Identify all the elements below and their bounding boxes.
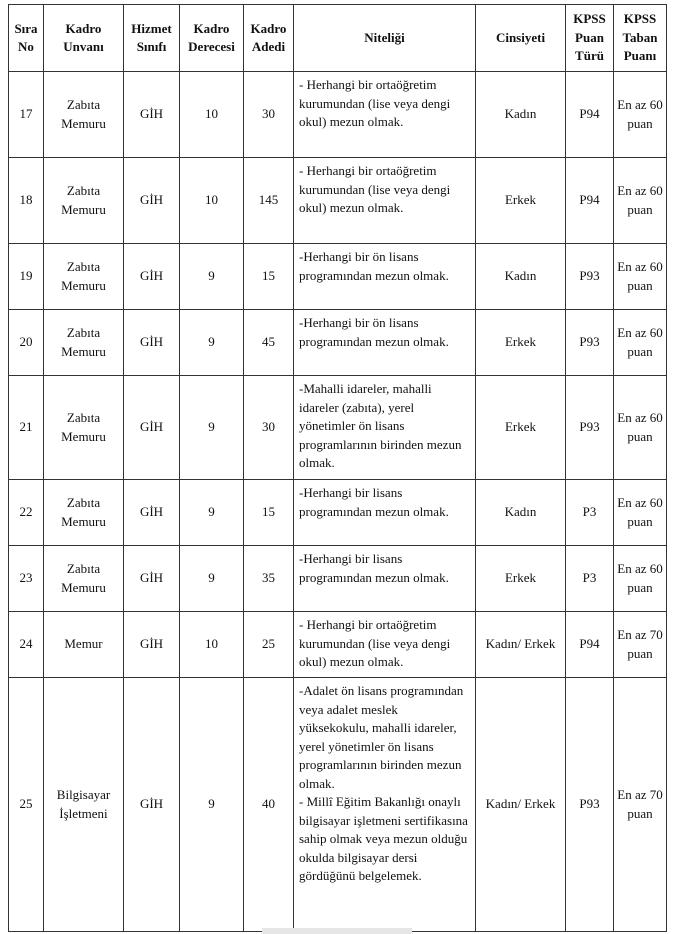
- cell-kadro-unvani: Zabıta Memuru: [44, 158, 124, 244]
- cell-kadro-adedi: 30: [244, 376, 294, 480]
- cell-kadro-unvani: Zabıta Memuru: [44, 310, 124, 376]
- cell-kpss-taban-puani: En az 60 puan: [614, 480, 667, 546]
- niteligi-text: -Herhangi bir ön lisans programından mezun olmak.: [299, 315, 449, 349]
- cell-niteligi: [294, 244, 476, 310]
- header-kadro-adedi: Kadro Adedi: [244, 5, 294, 72]
- header-niteligi: Niteliği: [294, 5, 476, 72]
- table-row: [9, 546, 667, 612]
- niteligi-text: -Adalet ön lisans programından veya adalet meslek yüksekokulu, mahalli idareler, yerel yönetimler ön lisans programlarının birinden mezun olmak. - Millî Eğitim Bakanlığı onaylı bilgisayar işletmeni sertifikasına sahip olmak veya mezun olduğu okulda bilgisayar dersi gördüğünü belgelemek.: [299, 683, 468, 883]
- cell-cinsiyeti: Kadın: [476, 480, 566, 546]
- cell-cinsiyeti: Erkek: [476, 310, 566, 376]
- cell-kpss-puan-turu: P3: [566, 546, 614, 612]
- cell-kpss-taban-puani: En az 60 puan: [614, 310, 667, 376]
- cell-niteligi: [294, 546, 476, 612]
- table-row: [9, 612, 667, 678]
- document-page: [8, 4, 667, 932]
- cell-kadro-derecesi: 9: [180, 678, 244, 932]
- cell-kadro-derecesi: 9: [180, 310, 244, 376]
- cell-sira-no: 17: [9, 72, 44, 158]
- page-edge-decoration: [262, 928, 412, 934]
- cell-kadro-unvani: Bilgisayar İşletmeni: [44, 678, 124, 932]
- cell-kadro-derecesi: 10: [180, 612, 244, 678]
- cell-cinsiyeti: Erkek: [476, 158, 566, 244]
- cell-sira-no: 25: [9, 678, 44, 932]
- header-sira-no: Sıra No: [9, 5, 44, 72]
- cell-niteligi: [294, 480, 476, 546]
- cell-sira-no: 24: [9, 612, 44, 678]
- cell-kadro-adedi: 35: [244, 546, 294, 612]
- cell-cinsiyeti: Kadın: [476, 72, 566, 158]
- cell-sira-no: 22: [9, 480, 44, 546]
- niteligi-text: -Herhangi bir lisans programından mezun olmak.: [299, 551, 449, 585]
- cell-hizmet-sinifi: GİH: [124, 72, 180, 158]
- cell-kpss-taban-puani: En az 60 puan: [614, 72, 667, 158]
- staff-positions-table: [8, 4, 667, 932]
- cell-kpss-taban-puani: En az 70 puan: [614, 612, 667, 678]
- cell-sira-no: 18: [9, 158, 44, 244]
- table-row: [9, 376, 667, 480]
- cell-niteligi: [294, 376, 476, 480]
- cell-sira-no: 21: [9, 376, 44, 480]
- cell-niteligi: [294, 72, 476, 158]
- cell-hizmet-sinifi: GİH: [124, 158, 180, 244]
- cell-hizmet-sinifi: GİH: [124, 678, 180, 932]
- header-hizmet-sinifi: Hizmet Sınıfı: [124, 5, 180, 72]
- table-row: [9, 158, 667, 244]
- table-header-row: [9, 5, 667, 72]
- niteligi-text: -Herhangi bir ön lisans programından mezun olmak.: [299, 249, 449, 283]
- cell-hizmet-sinifi: GİH: [124, 612, 180, 678]
- cell-sira-no: 23: [9, 546, 44, 612]
- cell-kpss-puan-turu: P94: [566, 158, 614, 244]
- niteligi-text: -Mahalli idareler, mahalli idareler (zabıta), yerel yönetimler ön lisans programlarının birinden mezun olmak.: [299, 381, 462, 470]
- cell-kadro-unvani: Zabıta Memuru: [44, 244, 124, 310]
- cell-cinsiyeti: Kadın/ Erkek: [476, 612, 566, 678]
- cell-kadro-adedi: 45: [244, 310, 294, 376]
- header-kadro-unvani: Kadro Unvanı: [44, 5, 124, 72]
- niteligi-text: - Herhangi bir ortaöğretim kurumundan (lise veya dengi okul) mezun olmak.: [299, 617, 451, 669]
- cell-kadro-adedi: 25: [244, 612, 294, 678]
- cell-kpss-puan-turu: P94: [566, 72, 614, 158]
- cell-kadro-adedi: 30: [244, 72, 294, 158]
- cell-cinsiyeti: Erkek: [476, 376, 566, 480]
- cell-kadro-derecesi: 9: [180, 480, 244, 546]
- table-row: [9, 72, 667, 158]
- table-row: [9, 480, 667, 546]
- cell-kadro-unvani: Zabıta Memuru: [44, 480, 124, 546]
- header-kpss-puan-turu: KPSS Puan Türü: [566, 5, 614, 72]
- cell-hizmet-sinifi: GİH: [124, 310, 180, 376]
- niteligi-text: - Herhangi bir ortaöğretim kurumundan (lise veya dengi okul) mezun olmak.: [299, 77, 451, 129]
- cell-kadro-adedi: 15: [244, 244, 294, 310]
- cell-kadro-derecesi: 10: [180, 158, 244, 244]
- cell-kadro-adedi: 145: [244, 158, 294, 244]
- cell-kpss-puan-turu: P93: [566, 376, 614, 480]
- cell-niteligi: [294, 158, 476, 244]
- cell-sira-no: 19: [9, 244, 44, 310]
- header-cinsiyeti: Cinsiyeti: [476, 5, 566, 72]
- table-row: [9, 678, 667, 932]
- table-row: [9, 310, 667, 376]
- cell-kpss-taban-puani: En az 70 puan: [614, 678, 667, 932]
- cell-kpss-puan-turu: P93: [566, 678, 614, 932]
- cell-cinsiyeti: Erkek: [476, 546, 566, 612]
- cell-hizmet-sinifi: GİH: [124, 376, 180, 480]
- table-row: [9, 244, 667, 310]
- cell-kpss-puan-turu: P93: [566, 244, 614, 310]
- cell-kpss-taban-puani: En az 60 puan: [614, 158, 667, 244]
- cell-sira-no: 20: [9, 310, 44, 376]
- cell-kpss-taban-puani: En az 60 puan: [614, 376, 667, 480]
- header-kpss-taban-puani: KPSS Taban Puanı: [614, 5, 667, 72]
- cell-kpss-taban-puani: En az 60 puan: [614, 546, 667, 612]
- cell-kadro-derecesi: 10: [180, 72, 244, 158]
- cell-kadro-unvani: Zabıta Memuru: [44, 72, 124, 158]
- header-kadro-derecesi: Kadro Derecesi: [180, 5, 244, 72]
- niteligi-text: - Herhangi bir ortaöğretim kurumundan (lise veya dengi okul) mezun olmak.: [299, 163, 451, 215]
- cell-kadro-derecesi: 9: [180, 244, 244, 310]
- cell-kadro-adedi: 40: [244, 678, 294, 932]
- cell-cinsiyeti: Kadın/ Erkek: [476, 678, 566, 932]
- cell-niteligi: [294, 612, 476, 678]
- cell-kadro-derecesi: 9: [180, 376, 244, 480]
- cell-kadro-unvani: Zabıta Memuru: [44, 376, 124, 480]
- cell-hizmet-sinifi: GİH: [124, 244, 180, 310]
- cell-kpss-taban-puani: En az 60 puan: [614, 244, 667, 310]
- cell-kpss-puan-turu: P94: [566, 612, 614, 678]
- cell-kadro-adedi: 15: [244, 480, 294, 546]
- cell-kadro-unvani: Zabıta Memuru: [44, 546, 124, 612]
- cell-niteligi: [294, 678, 476, 932]
- cell-cinsiyeti: Kadın: [476, 244, 566, 310]
- cell-hizmet-sinifi: GİH: [124, 480, 180, 546]
- cell-niteligi: [294, 310, 476, 376]
- cell-kadro-unvani: Memur: [44, 612, 124, 678]
- cell-kadro-derecesi: 9: [180, 546, 244, 612]
- cell-kpss-puan-turu: P3: [566, 480, 614, 546]
- cell-hizmet-sinifi: GİH: [124, 546, 180, 612]
- niteligi-text: -Herhangi bir lisans programından mezun olmak.: [299, 485, 449, 519]
- cell-kpss-puan-turu: P93: [566, 310, 614, 376]
